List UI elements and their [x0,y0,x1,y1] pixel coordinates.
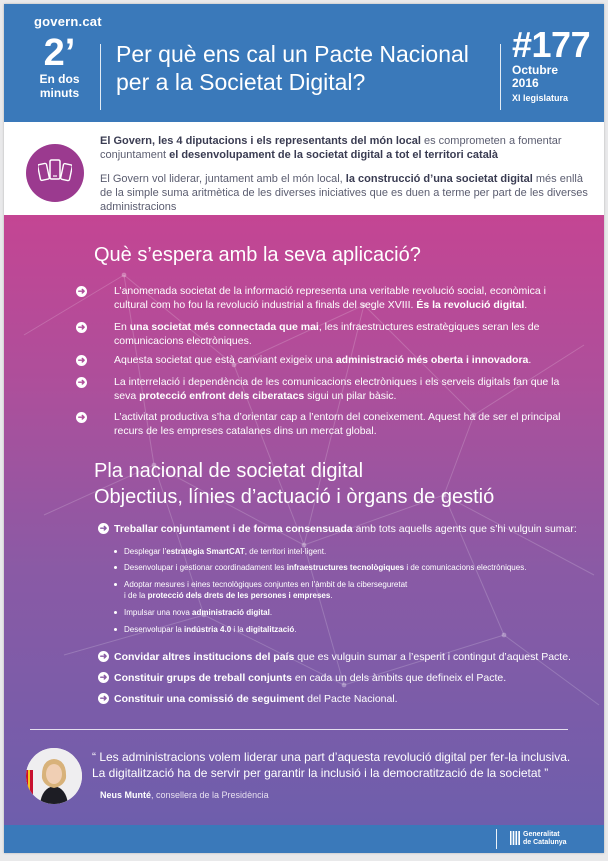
intro-bold-2: el desenvolupament de la societat digital a tot el territori català [169,149,498,161]
sub-text: Adoptar mesures i eines tecnològiques conjuntes en l’àmbit de la ciberseguretat [124,580,408,589]
sub-text-line2: i de la [124,591,148,600]
bullet-bold: Convidar altres institucions del país [114,651,295,663]
smartphones-icon [26,144,84,202]
bullet-bold: administració més oberta i innovadora [335,354,529,366]
section1-title: Què s’espera amb la seva aplicació? [94,244,421,266]
list-item [77,411,564,438]
badge-number: 2’ [43,32,76,74]
bullet-bold: protecció enfront dels ciberatacs [139,389,305,402]
sub-text-end: i de comunicacions electròniques. [404,563,527,572]
arrow-right-icon: ➜ [99,651,108,661]
issue-year: 2016 [512,76,539,90]
badge-label-2: minuts [39,86,80,100]
bullet-text: L’anomenada societat de la informació representa una veritable revolució social, econòmica i cultural com ho fou la revolució industrial a finals del segle XVIII. [114,285,546,311]
sub-text: Desenvolupar la [124,625,185,634]
sub-bold: administració digital [192,608,270,617]
sub-list-item [124,607,564,618]
sub-text: Impulsar una nova [124,608,193,617]
list-item [99,651,584,664]
bullet-text: que es vulguin sumar a l’esperit i contingut d’aquest Pacte. [294,651,571,663]
sub-list-item [124,546,564,557]
sub-bold: estratègia SmartCAT [166,547,245,556]
bullet-dot-icon [114,583,117,586]
arrow-right-icon: ➜ [99,693,108,703]
bullet-text: del Pacte Nacional. [304,693,398,705]
issue-number: #177 [512,24,591,65]
list-item [77,321,564,348]
bullet-dot-icon [114,566,117,569]
footer-divider [496,829,497,849]
header-divider-right [500,44,501,110]
list-item [77,354,564,368]
bullet-text-end: sigui un pilar bàsic. [304,389,397,402]
sub-text-end: . [269,608,273,617]
quote-line-2: La digitalització ha de servir per garantir la inclusió i la democratització de la societat ” [92,766,549,780]
bullet-text-end: , les infraestructures estratègiques seran les de comunicacions electròniques. [114,321,540,347]
section2-title: Pla nacional de societat digital [94,460,364,482]
quote-line-1: “ Les administracions volem liderar una part d’aquesta revolució digital per fer-la inclusiva. [92,750,571,764]
intro-paragraph-1 [100,134,590,162]
sub-bold: infraestructures tecnològiques [286,563,405,572]
bullet-text: La interrelació i dependència de les comunicacions electròniques i els serveis digitals fan que la seva [114,376,560,402]
issue-block [512,26,602,103]
arrow-right-icon: ➜ [77,412,86,422]
sub-text: Desplegar l’ [124,547,167,556]
bullet-dot-icon [114,611,117,614]
arrow-right-icon: ➜ [77,286,86,296]
intro-text-1: es comprometen a fomentar conjuntament [100,135,562,161]
sub-list-item [124,562,564,573]
bullet-bold: És la revolució digital [416,298,525,311]
list-item [99,693,584,706]
intro-paragraph-2 [100,172,590,214]
bullet-text-end: . [524,298,528,311]
bullet-text: en cada un dels àmbits que defineix el Pacte. [291,672,507,684]
sub-list-item [124,579,564,601]
intro-text-2: El Govern vol liderar, juntament amb el món local, [100,173,346,185]
arrow-right-icon: ➜ [99,672,108,682]
list-item [77,376,564,403]
author-name: Neus Munté [100,790,152,800]
intro-text-3: més enllà de la simple suma aritmètica de les diverses iniciatives que es duen a terme per part de les diverses administracions [100,173,588,213]
list-item [99,672,584,685]
bullet-text: L’activitat productiva s’ha d’orientar cap a l’entorn del coneixement. Aquest ha de ser el principal recurs de les empreses catalanes dins un mercat global. [114,411,561,437]
title-line-1: Per què ens cal un Pacte Nacional [116,41,469,67]
bullet-text: En [114,321,130,333]
arrow-right-icon: ➜ [77,322,86,332]
intro-section [4,122,604,215]
sub-text: Desenvolupar i gestionar coordinadament les [124,563,287,572]
bullet-dot-icon [114,550,117,553]
quote-text [92,749,572,781]
legislature: XI legislatura [512,93,569,103]
issue-month: Octubre [512,63,559,77]
sub-bold: indústria 4.0 [184,625,232,634]
header-divider-left [100,44,101,110]
bullet-dot-icon [114,628,117,631]
arrow-right-icon: ➜ [77,355,86,365]
bullet-text: amb tots aquells agents que s’hi vulguin sumar: [352,523,577,535]
senyera-icon [510,831,520,845]
intro-bold-3: la construcció d’una societat digital [345,173,533,185]
arrow-right-icon: ➜ [77,377,86,387]
bullet-text-end: . [528,354,532,366]
infographic-page [4,4,604,853]
org-line-2: de Catalunya [523,839,567,846]
avatar [26,748,82,804]
sub-bold: protecció dels drets de les persones i empreses [147,591,331,600]
header [4,4,604,122]
sub-text-mid: i la [231,625,246,634]
page-title [116,40,486,96]
list-item [99,523,584,536]
two-minutes-badge [32,34,87,100]
bullet-text: Aquesta societat que està canviant exigeix una [114,354,336,366]
author-role: , consellera de la Presidència [151,790,269,800]
section2-subtitle: Objectius, línies d’actuació i òrgans de gestió [94,486,495,508]
bullet-bold: Constituir grups de treball conjunts [114,672,292,684]
intro-bold-1: El Govern, les 4 diputacions i els representants del món local [100,135,421,147]
brand-link[interactable]: govern.cat [34,14,102,29]
bullet-bold: Constituir una comissió de seguiment [114,693,305,705]
badge-label-1: En dos [39,72,80,86]
sub-text-end: . [294,625,297,634]
footer [4,825,604,853]
title-line-2: per a la Societat Digital? [116,69,366,95]
sub-text-end: . [330,591,333,600]
bullet-bold: Treballar conjuntament i de forma consensuada [114,523,353,535]
sub-bold-2: digitalització [245,625,295,634]
org-line-1: Generalitat [523,831,560,838]
sub-text-end: , de territori intel·ligent. [244,547,327,556]
divider [30,729,568,730]
quote-author [100,790,269,800]
sub-list-item [124,624,564,635]
list-item [77,285,564,312]
main-section [4,215,604,825]
bullet-bold: una societat més connectada que mai [129,321,319,333]
arrow-right-icon: ➜ [99,523,108,533]
